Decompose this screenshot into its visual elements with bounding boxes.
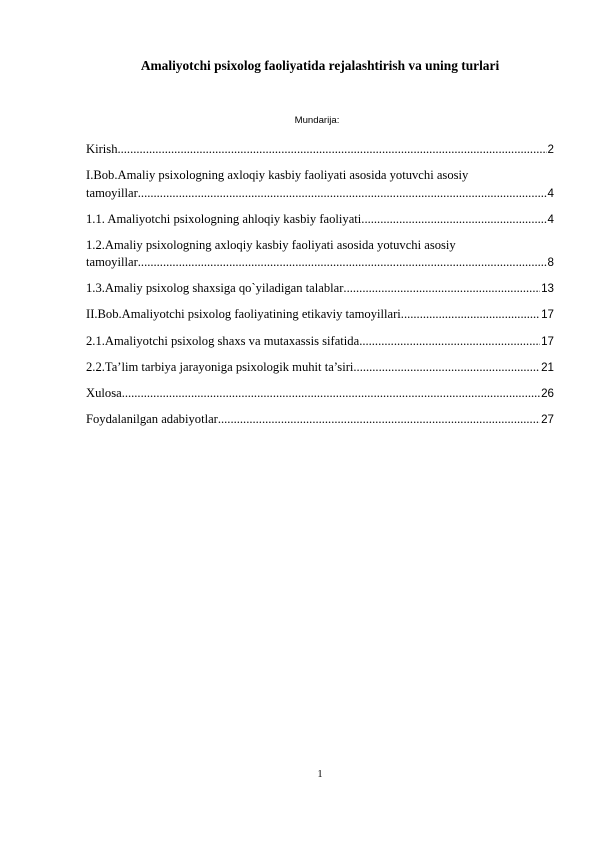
toc-entry-line xyxy=(86,333,554,351)
toc-entry-text: Foydalanilgan adabiyotlar xyxy=(86,411,218,426)
toc-entry-line xyxy=(86,411,554,429)
toc-entry[interactable] xyxy=(86,141,554,159)
toc-entry-line xyxy=(86,167,554,185)
toc-entry[interactable] xyxy=(86,333,554,351)
toc-dot-leader xyxy=(138,254,547,272)
toc-entry[interactable] xyxy=(86,237,554,272)
toc-dot-leader xyxy=(353,359,540,377)
toc-page-number: 2 xyxy=(547,143,554,156)
toc-entry-text: Kirish xyxy=(86,142,118,156)
toc-entry-text: 2.2.Ta’lim tarbiya jarayoniga psixologik muhit ta’siri xyxy=(86,359,354,374)
toc-dot-leader xyxy=(122,385,540,403)
toc-entry[interactable] xyxy=(86,385,554,403)
toc-entry[interactable] xyxy=(86,359,554,377)
toc-entry[interactable] xyxy=(86,211,554,229)
toc-dot-leader xyxy=(218,411,540,429)
toc-entry-text: 2.1.Amaliyotchi psixolog shaxs va mutaxassis sifatida xyxy=(86,333,360,348)
toc-page-number: 4 xyxy=(547,212,554,226)
toc-page-number: 13 xyxy=(541,282,554,296)
toc-entry-line xyxy=(86,211,554,229)
toc-entry-line xyxy=(86,385,554,403)
toc-entry-line xyxy=(86,141,554,159)
toc-entry-text: Xulosa xyxy=(86,385,122,400)
toc-entry-text: II.Bob.Amaliyotchi psixolog faoliyatining etikaviy tamoyillari xyxy=(86,307,401,322)
page-title: Amaliyotchi psixolog faoliyatida rejalashtirish va uning turlari xyxy=(140,58,500,73)
table-of-contents xyxy=(86,141,554,437)
toc-entry-text: 1.3.Amaliy psixolog shaxsiga qo`yiladigan talablar xyxy=(86,281,344,296)
toc-entry[interactable] xyxy=(86,167,554,202)
toc-entry[interactable] xyxy=(86,306,554,324)
toc-page-number: 26 xyxy=(541,386,554,400)
toc-entry-text: tamoyillar xyxy=(86,255,138,270)
toc-entry-line xyxy=(86,359,554,377)
toc-dot-leader xyxy=(361,211,546,229)
toc-page-number: 17 xyxy=(541,334,554,348)
toc-page-number: 27 xyxy=(541,412,554,426)
toc-heading: Mundarija: xyxy=(294,115,340,126)
toc-dot-leader xyxy=(138,185,547,203)
toc-page-number: 4 xyxy=(547,186,554,200)
toc-entry[interactable] xyxy=(86,280,554,298)
toc-entry-text: tamoyillar xyxy=(86,185,138,200)
toc-entry-line xyxy=(86,237,554,255)
toc-dot-leader xyxy=(343,280,540,298)
toc-entry-line xyxy=(86,254,554,272)
toc-entry-text: 1.2.Amaliy psixologning axloqiy kasbiy faoliyati asosida yotuvchi asosiy xyxy=(86,237,456,252)
page-number: 1 xyxy=(317,769,323,780)
toc-entry[interactable] xyxy=(86,411,554,429)
toc-page-number: 21 xyxy=(541,360,554,374)
toc-entry-line xyxy=(86,280,554,298)
toc-entry-line xyxy=(86,185,554,203)
toc-page-number: 8 xyxy=(547,256,554,270)
toc-entry-line xyxy=(86,306,554,324)
toc-dot-leader xyxy=(401,306,540,324)
toc-page-number: 17 xyxy=(541,308,554,322)
toc-entry-text: 1.1. Amaliyotchi psixologning ahloqiy kasbiy faoliyati xyxy=(86,211,362,226)
toc-dot-leader xyxy=(117,141,546,159)
toc-entry-text: I.Bob.Amaliy psixologning axloqiy kasbiy faoliyati asosida yotuvchi asosiy xyxy=(86,168,469,183)
toc-dot-leader xyxy=(359,333,540,351)
